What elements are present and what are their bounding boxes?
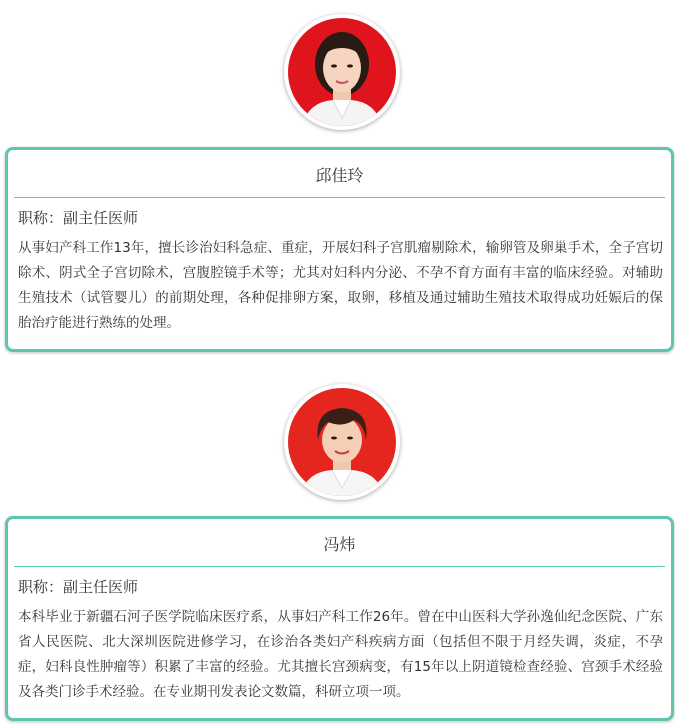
doctor-card [5, 147, 674, 352]
doctor-title: 职称：副主任医师 [18, 209, 139, 227]
doctor-photo [288, 18, 396, 126]
doctor-name: 邱佳玲 [14, 150, 665, 198]
doctor-avatar[interactable] [284, 384, 400, 500]
doctor-card [5, 516, 674, 721]
doctor-bio: 本科毕业于新疆石河子医学院临床医疗系，从事妇产科工作26年。曾在中山医科大学孙逸仙纪念医院、广东省人民医院、北大深圳医院进修学习，在诊治各类妇产科疾病方面（包括但不限于月经失调，炎症，不孕症，妇科良性肿瘤等）积累了丰富的经验。尤其擅长宫颈病变，有15年以上阴道镜检查经验、宫颈手术经验及各类门诊手术经验。在专业期刊发表论文数篇，科研立项一项。 [18, 609, 663, 700]
doctor-bio: 从事妇产科工作13年，擅长诊治妇科急症、重症，开展妇科子宫肌瘤剔除术，输卵管及卵巢手术，全子宫切除术、阴式全子宫切除术，宫腹腔镜手术等；尤其对妇科内分泌、不孕不育方面有丰富的临床经验。对辅助生殖技术（试管婴儿）的前期处理，各种促排卵方案，取卵，移植及通过辅助生殖技术取得成功妊娠后的保胎治疗能进行熟练的处理。 [18, 240, 663, 331]
doctor-photo [288, 388, 396, 496]
doctor-title: 职称：副主任医师 [18, 578, 139, 596]
doctor-name: 冯炜 [14, 519, 665, 567]
doctor-avatar[interactable] [284, 14, 400, 130]
